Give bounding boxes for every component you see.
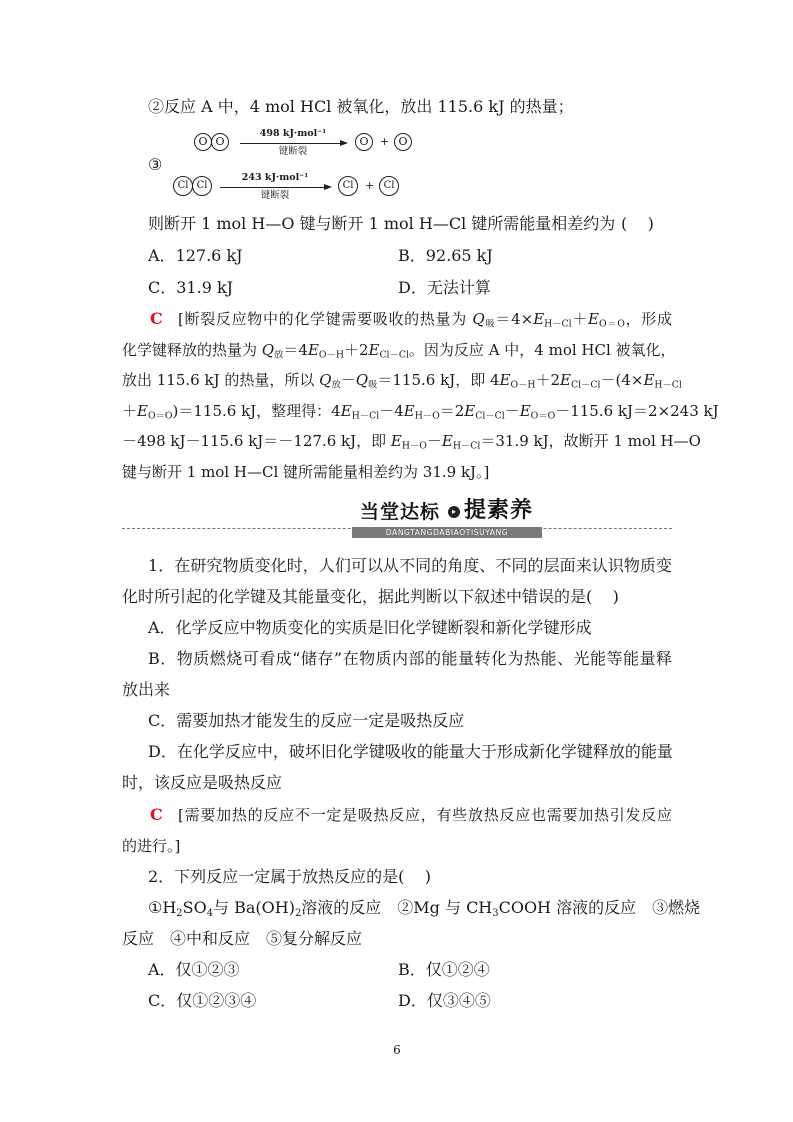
banner-pinyin: DANGTANGDABIAOTISUYANG	[352, 527, 542, 538]
plus-sign: +	[365, 179, 375, 192]
italic-variable: E	[368, 341, 380, 359]
answer-line: 键与断开 1 mol H—Cl 键所需能量相差约为 31.9 kJ。]	[122, 463, 490, 481]
answer-line: 放出 115.6 kJ 的热量，所以 $Q_放-Q_吸=115.6$ kJ，即 $4E_{O-H}+2E_{Cl-Cl}-(4\times E_{H-Cl}$	[122, 371, 682, 391]
subscript: 2	[176, 907, 183, 919]
option-d: D．仅③④⑤	[398, 991, 491, 1010]
option-c: C．仅①②③④	[148, 991, 257, 1010]
italic-variable: E	[519, 402, 531, 420]
subscript: Cl－Cl	[475, 410, 505, 422]
reaction-arrow-icon	[220, 187, 330, 188]
question-stem-line: 2．下列反应一定属于放热反应的是( )	[148, 867, 432, 886]
answer-letter: C	[150, 805, 163, 824]
option-b-continued: 放出来	[122, 680, 171, 699]
italic-variable: E	[643, 371, 655, 389]
subscript: O＝O	[599, 318, 625, 330]
reaction-arrow-icon	[240, 143, 346, 144]
answer-line: $+E_{O=O})=115.6$ kJ，整理得：$4E_{H-Cl}-4E_{H-O}=2E_{Cl-Cl}-E_{O=O}-115.6$ kJ＝2×243 kJ	[122, 402, 719, 422]
italic-variable: E	[533, 310, 545, 328]
bond-energy-label: 243 kJ·mol$^{-1}$	[241, 171, 309, 183]
subscript: H－Cl	[654, 379, 682, 391]
prev-question-item-3-marker: ③	[148, 155, 163, 174]
option-a: A．仅①②③	[148, 960, 240, 979]
subscript: 放	[331, 379, 341, 391]
prev-question-stem: 则断开 1 mol H—O 键与断开 1 mol H—Cl 键所需能量相差约为	[148, 214, 616, 233]
chlorine-atom-circle: Cl	[192, 176, 212, 196]
italic-variable: E	[464, 402, 476, 420]
question-items-line: 反应 ④中和反应 ⑤复分解反应	[122, 929, 363, 948]
banner-title-right: 提素养	[464, 498, 534, 523]
subscript: 2	[294, 907, 302, 919]
italic-variable: Q	[355, 371, 369, 389]
option-a: A．化学反应中物质变化的实质是旧化学键断裂和新化学键形成	[148, 618, 592, 637]
question-stem-line: 1．在研究物质变化时，人们可以从不同的角度、不同的层面来认识物质变	[148, 556, 672, 575]
option-d: D．无法计算	[398, 278, 491, 297]
bond-energy-label: 498 kJ·mol$^{-1}$	[259, 127, 327, 139]
subscript: 放	[274, 349, 284, 361]
option-c: C．31.9 kJ	[148, 278, 234, 297]
subscript: Cl－Cl	[379, 349, 409, 361]
option-d: D．在化学反应中，破坏旧化学键吸收的能量大于形成新化学键释放的能量	[148, 742, 673, 761]
arrow-circle-icon: ▸	[448, 506, 460, 518]
subscript: H－O	[414, 410, 440, 422]
oxygen-atom-circle: O	[355, 133, 373, 151]
italic-variable: E	[588, 310, 599, 328]
answer-bracket: ( )	[621, 214, 654, 233]
superscript: −1	[299, 171, 309, 179]
option-c: C．需要加热才能发生的反应一定是吸热反应	[148, 711, 465, 730]
option-a: A．127.6 kJ	[148, 246, 243, 265]
option-b: B．仅①②④	[398, 960, 490, 979]
question-items-line: $①H_2SO_4$与 $Ba(OH)_2$溶液的反应 ②Mg 与 $CH_3COOH$ 溶液的反应 ③燃烧	[148, 898, 701, 919]
page-number: 6	[393, 1043, 401, 1057]
answer-letter: C	[150, 309, 163, 328]
prev-question-item-2: ②反应 A 中，4 mol HCl 被氧化，放出 115.6 kJ 的热量；	[148, 97, 574, 116]
italic-variable: E	[441, 432, 453, 450]
italic-variable: Q	[261, 341, 275, 359]
subscript: Cl－Cl	[571, 379, 601, 391]
banner-title-left: 当堂达标	[360, 501, 441, 523]
italic-variable: E	[340, 402, 352, 420]
oxygen-atom-circle: O	[194, 133, 212, 151]
chlorine-atom-circle: Cl	[379, 176, 399, 196]
answer-line: [需要加热的反应不一定是吸热反应，有些放热反应也需要加热引发反应	[178, 806, 672, 824]
italic-variable: E	[137, 402, 148, 420]
subscript: O－H	[318, 349, 344, 361]
answer-line: －498 kJ－115.6 kJ＝－127.6 kJ，即 $E_{H-O}-E_{H-Cl}=31.9$ kJ，故断开 1 mol H—O	[122, 432, 701, 452]
subscript: 4	[206, 907, 213, 919]
subscript: O＝O	[530, 410, 556, 422]
question-stem-line: 化时所引起的化学键及其能量变化，据此判断以下叙述中错误的是( )	[122, 587, 619, 606]
answer-line: 的进行。]	[122, 837, 181, 855]
superscript: −1	[317, 127, 327, 135]
italic-variable: E	[560, 371, 571, 389]
option-b: B．物质燃烧可看成“储存”在物质内部的能量转化为热能、光能等能量释	[148, 649, 672, 668]
chlorine-atom-circle: Cl	[173, 176, 193, 196]
italic-variable: Q	[472, 310, 485, 328]
subscript: O＝O	[147, 410, 173, 422]
arrow-caption: 键断裂	[260, 190, 290, 201]
answer-line: 化学键释放的热量为 $Q_放=4E_{O-H}+2E_{Cl-Cl}$。因为反应 A 中，4 mol HCl 被氧化，	[122, 341, 676, 361]
subscript: H－Cl	[452, 440, 481, 452]
subscript: 3	[492, 907, 499, 919]
option-b: B．92.65 kJ	[398, 246, 493, 265]
subscript: 吸	[484, 318, 496, 330]
italic-variable: E	[499, 371, 511, 389]
italic-variable: E	[307, 341, 319, 359]
subscript: H－O	[401, 440, 427, 452]
chlorine-atom-circle: Cl	[338, 176, 358, 196]
italic-variable: Q	[319, 371, 332, 389]
oxygen-atom-circle: O	[211, 133, 229, 151]
subscript: 吸	[368, 379, 378, 391]
italic-variable: E	[390, 432, 402, 450]
arrow-caption: 键断裂	[278, 146, 308, 157]
subscript: O－H	[510, 379, 536, 391]
answer-line: [断裂反应物中的化学键需要吸收的热量为 $Q_吸=4\times E_{H-Cl}+E_{O=O}$，形成	[178, 310, 672, 330]
plus-sign: +	[380, 135, 390, 148]
italic-variable: E	[403, 402, 415, 420]
subscript: H－Cl	[351, 410, 380, 422]
subscript: H－Cl	[544, 318, 572, 330]
oxygen-atom-circle: O	[394, 133, 412, 151]
option-d-continued: 时，该反应是吸热反应	[122, 773, 283, 792]
